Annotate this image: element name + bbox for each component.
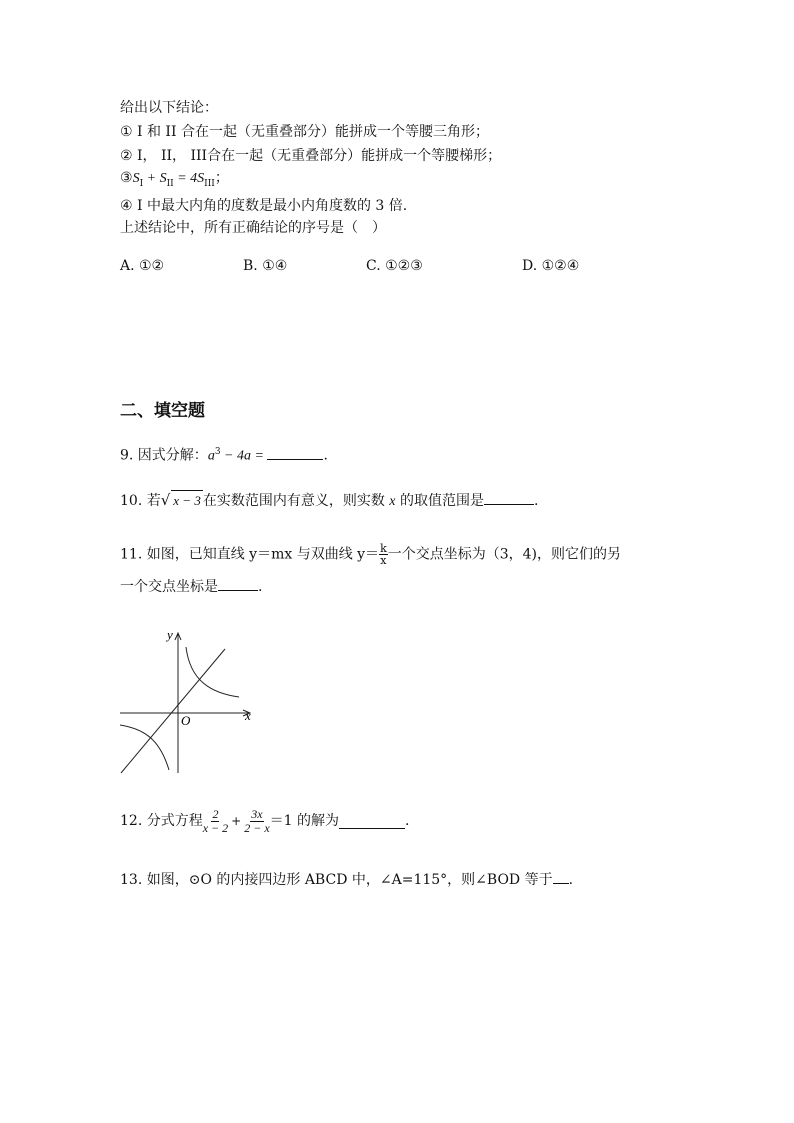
q12-f1-den: x − 2 <box>202 820 229 835</box>
q9 <box>120 442 328 467</box>
y-label: y <box>167 627 173 642</box>
q11-frac-den: x <box>380 554 387 567</box>
q8-option-c[interactable]: C. ①②③ <box>366 258 423 274</box>
line-y-mx <box>121 649 225 773</box>
q9-rest: − 4a = <box>220 448 268 464</box>
q9-base: a <box>207 448 215 464</box>
x-label: x <box>245 708 251 723</box>
q11-answer-blank[interactable] <box>218 576 258 591</box>
q10-radicand: x − 3 <box>171 490 203 511</box>
q12-end: . <box>405 813 410 829</box>
q8-c3-eq: = 4S <box>173 171 205 186</box>
q8-option-b[interactable]: B. ①④ <box>243 258 288 274</box>
q9-prefix: 9. 因式分解： <box>120 447 208 464</box>
q13 <box>120 869 573 890</box>
q10: 10. 若√ x − 3 在实数范围内有意义，则实数 x 的取值范围是 . <box>120 491 539 509</box>
origin-label: O <box>181 713 191 728</box>
q8-c3-plus: + S <box>143 171 167 186</box>
q9-end: . <box>323 447 328 464</box>
hyperbola-branch-1 <box>186 647 239 697</box>
q10-answer-blank[interactable] <box>484 490 534 505</box>
q12-prefix: 12. 分式方程 <box>120 813 203 829</box>
q8-c3-prefix: ③ <box>120 170 133 186</box>
q8-conclusion-4: ④ I 中最大内角的度数是最小内角度数的 3 倍. <box>120 198 408 214</box>
q12-eq: ＝1 的解为 <box>269 813 340 829</box>
q8-conclusion-3 <box>120 168 229 194</box>
q13-answer-blank[interactable] <box>553 869 569 884</box>
q10-prefix: 10. 若 <box>120 493 161 509</box>
q8-c3-end: ； <box>214 170 229 186</box>
section-title: 二、填空题 <box>120 401 205 421</box>
q8-c3-sub3: III <box>204 178 215 189</box>
q10-var: x <box>389 494 396 509</box>
q8-intro: 给出以下结论： <box>120 100 218 116</box>
q11-line1-a: 11. 如图，已知直线 y＝mx 与双曲线 y＝ <box>120 546 380 563</box>
q10-middle: 在实数范围内有意义，则实数 <box>202 493 390 509</box>
q8-c3-sub1: I <box>139 178 144 189</box>
q8-c3-s: S <box>132 171 140 186</box>
q9-exp: 3 <box>214 447 221 457</box>
q8-conclusion-1: ① I 和 II 合在一起（无重叠部分）能拼成一个等腰三角形； <box>120 124 489 140</box>
q8-conclusion-2: ② I， II， III合在一起（无重叠部分）能拼成一个等腰梯形； <box>120 148 502 164</box>
q12-f2-den: 2 − x <box>244 820 270 835</box>
q11-line2-text: 一个交点坐标是 <box>120 579 218 595</box>
q8-c3-sub2: II <box>166 178 174 189</box>
q8-option-d[interactable]: D. ①②④ <box>522 258 580 274</box>
hyperbola-branch-2 <box>120 725 169 770</box>
q12-f2-num: 3x <box>251 806 263 821</box>
q12-answer-blank[interactable] <box>339 814 405 829</box>
q11-frac-num: k <box>380 542 387 555</box>
q13-text: 13. 如图，⊙O 的内接四边形 ABCD 中，∠A=115°，则∠BOD 等于 <box>120 872 553 888</box>
q11-line1 <box>120 543 621 566</box>
q12 <box>120 804 409 838</box>
q12-plus: + <box>231 814 242 828</box>
q8-option-a[interactable]: A. ①② <box>120 258 165 274</box>
q11-line2-end: . <box>258 579 263 595</box>
q11-fraction <box>379 543 388 566</box>
q13-end: . <box>568 872 574 888</box>
q12-fraction-1 <box>203 808 228 835</box>
q10-suffix: 的取值范围是 <box>395 493 484 509</box>
q10-end: . <box>533 493 539 509</box>
q11-line1-b: 一个交点坐标为（3，4)，则它们的另 <box>387 546 622 563</box>
q9-answer-blank[interactable] <box>267 445 323 460</box>
q11-graph <box>115 625 265 775</box>
q8-question: 上述结论中，所有正确结论的序号是（ ） <box>120 220 386 236</box>
q11-line2 <box>120 576 262 597</box>
q12-fraction-2 <box>244 808 269 835</box>
q12-f1-num: 2 <box>212 806 219 821</box>
